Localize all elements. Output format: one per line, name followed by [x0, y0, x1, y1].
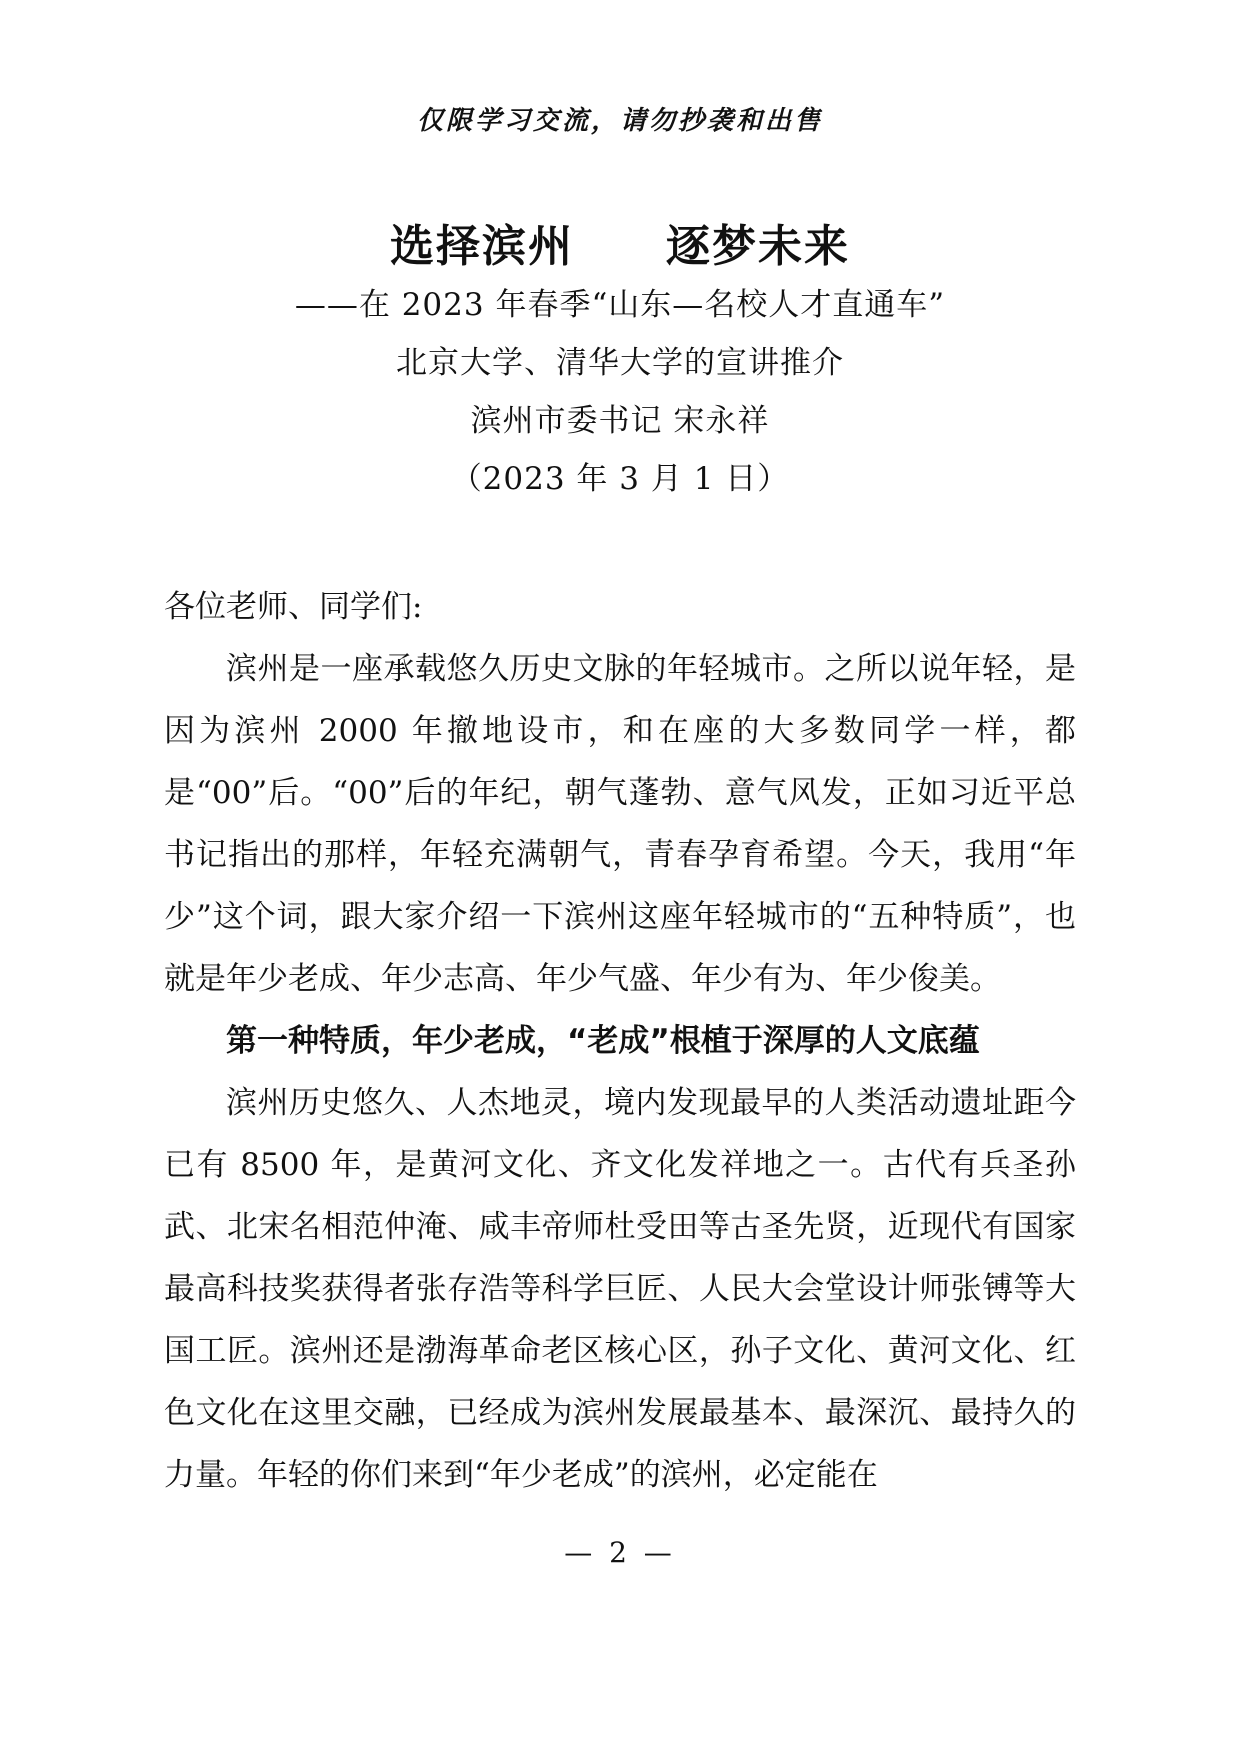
intro-paragraph: 滨州是一座承载悠久历史文脉的年轻城市。之所以说年轻，是因为滨州 2000 年撤地设市，和在座的大多数同学一样，都是“00”后。“00”后的年纪，朝气蓬勃、意气风发，正如习近平总书记指出的那样，年轻充满朝气，青春孕育希望。今天，我用“年少”这个词，跟大家介绍一下滨州这座年轻城市的“五种特质”，也就是年少老成、年少志高、年少气盛、年少有为、年少俊美。: [164, 651, 1076, 997]
title-block: [0, 218, 1240, 508]
header-note: 仅限学习交流，请勿抄袭和出售: [416, 106, 823, 136]
section-heading: 第一种特质，年少老成，“老成”根植于深厚的人文底蕴: [226, 1023, 980, 1059]
subtitle-event: ——在 2023 年春季“山东—名校人才直通车”: [294, 287, 946, 323]
document-title: 选择滨州 逐梦未来: [390, 221, 850, 272]
subtitle-date: （2023 年 3 月 1 日）: [450, 461, 790, 497]
section-paragraph: 滨州历史悠久、人杰地灵，境内发现最早的人类活动遗址距今已有 8500 年，是黄河文化、齐文化发祥地之一。古代有兵圣孙武、北宋名相范仲淹、咸丰帝师杜受田等古圣先贤，近现代有国家最高科技奖获得者张存浩等科学巨匠、人民大会堂设计师张镈等大国工匠。滨州还是渤海革命老区核心区，孙子文化、黄河文化、红色文化在这里交融，已经成为滨州发展最基本、最深沉、最持久的力量。年轻的你们来到“年少老成”的滨州，必定能在: [164, 1085, 1076, 1493]
body-text: [164, 576, 1076, 1506]
subtitle-speaker: 滨州市委书记 宋永祥: [470, 403, 770, 439]
subtitle-venue: 北京大学、清华大学的宣讲推介: [396, 345, 844, 381]
salutation: 各位老师、同学们:: [164, 589, 423, 625]
page-number: — 2 —: [564, 1536, 676, 1569]
